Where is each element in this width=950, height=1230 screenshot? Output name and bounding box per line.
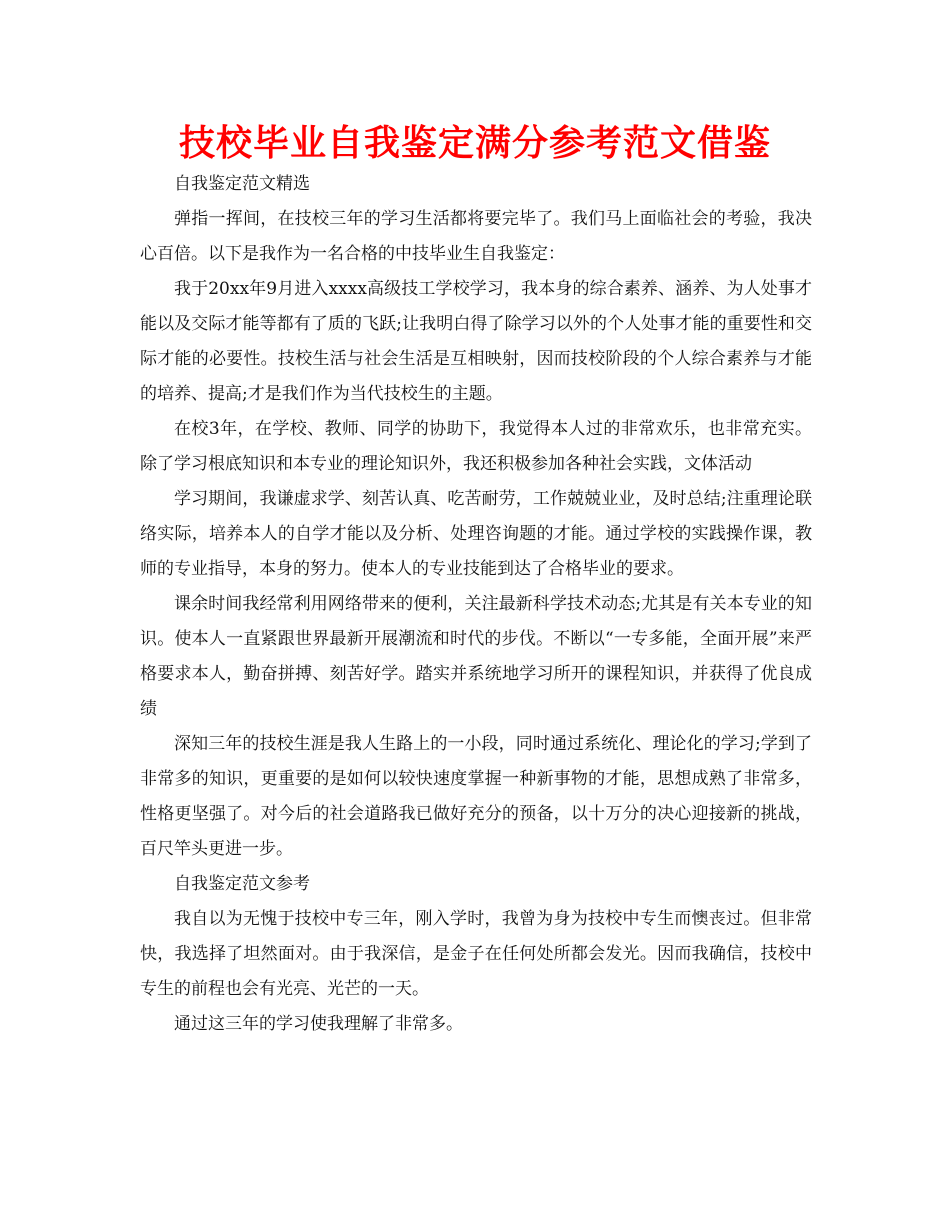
paragraph: 深知三年的技校生涯是我人生路上的一小段，同时通过系统化、理论化的学习;学到了非常多的知识，更重要的是如何以较快速度掌握一种新事物的才能，思想成熟了非常多，性格更坚强了。对今后的社会道路我已做好充分的预备，以十万分的决心迎接新的挑战，百尺竿头更进一步。: [140, 734, 812, 859]
paragraph: 在校3年，在学校、教师、同学的协助下，我觉得本人过的非常欢乐，也非常充实。除了学习根底知识和本专业的理论知识外，我还积极参加各种社会实践，文体活动: [140, 419, 812, 474]
paragraph: 学习期间，我谦虚求学、刻苦认真、吃苦耐劳，工作兢兢业业，及时总结;注重理论联络实际，培养本人的自学才能以及分析、处理咨询题的才能。通过学校的实践操作课，教师的专业指导，本身的努力。使本人的专业技能到达了合格毕业的要求。: [140, 489, 812, 579]
paragraph: 通过这三年的学习使我理解了非常多。: [174, 1014, 463, 1034]
section-heading: 自我鉴定范文精选: [174, 174, 310, 194]
paragraph: 弹指一挥间，在技校三年的学习生活都将要完毕了。我们马上面临社会的考验，我决心百倍。以下是我作为一名合格的中技毕业生自我鉴定：: [140, 209, 812, 264]
paragraph: 课余时间我经常利用网络带来的便利，关注最新科学技术动态;尤其是有关本专业的知识。使本人一直紧跟世界最新开展潮流和时代的步伐。不断以“一专多能，全面开展”来严格要求本人，勤奋拼搏、刻苦好学。踏实并系统地学习所开的课程知识，并获得了优良成绩: [140, 594, 812, 719]
section-heading: 自我鉴定范文参考: [174, 874, 310, 894]
paragraph: 我于20xx年9月进入xxxx高级技工学校学习，我本身的综合素养、涵养、为人处事才能以及交际才能等都有了质的飞跃;让我明白得了除学习以外的个人处事才能的重要性和交际才能的必要性。技校生活与社会生活是互相映射，因而技校阶段的个人综合素养与才能的培养、提高;才是我们作为当代技校生的主题。: [140, 279, 812, 404]
document-body: [140, 167, 812, 1042]
paragraph: 我自以为无愧于技校中专三年，刚入学时，我曾为身为技校中专生而懊丧过。但非常快，我选择了坦然面对。由于我深信，是金子在任何处所都会发光。因而我确信，技校中专生的前程也会有光亮、光芒的一天。: [140, 909, 812, 999]
document-title: 技校毕业自我鉴定满分参考范文借鉴: [178, 123, 771, 164]
